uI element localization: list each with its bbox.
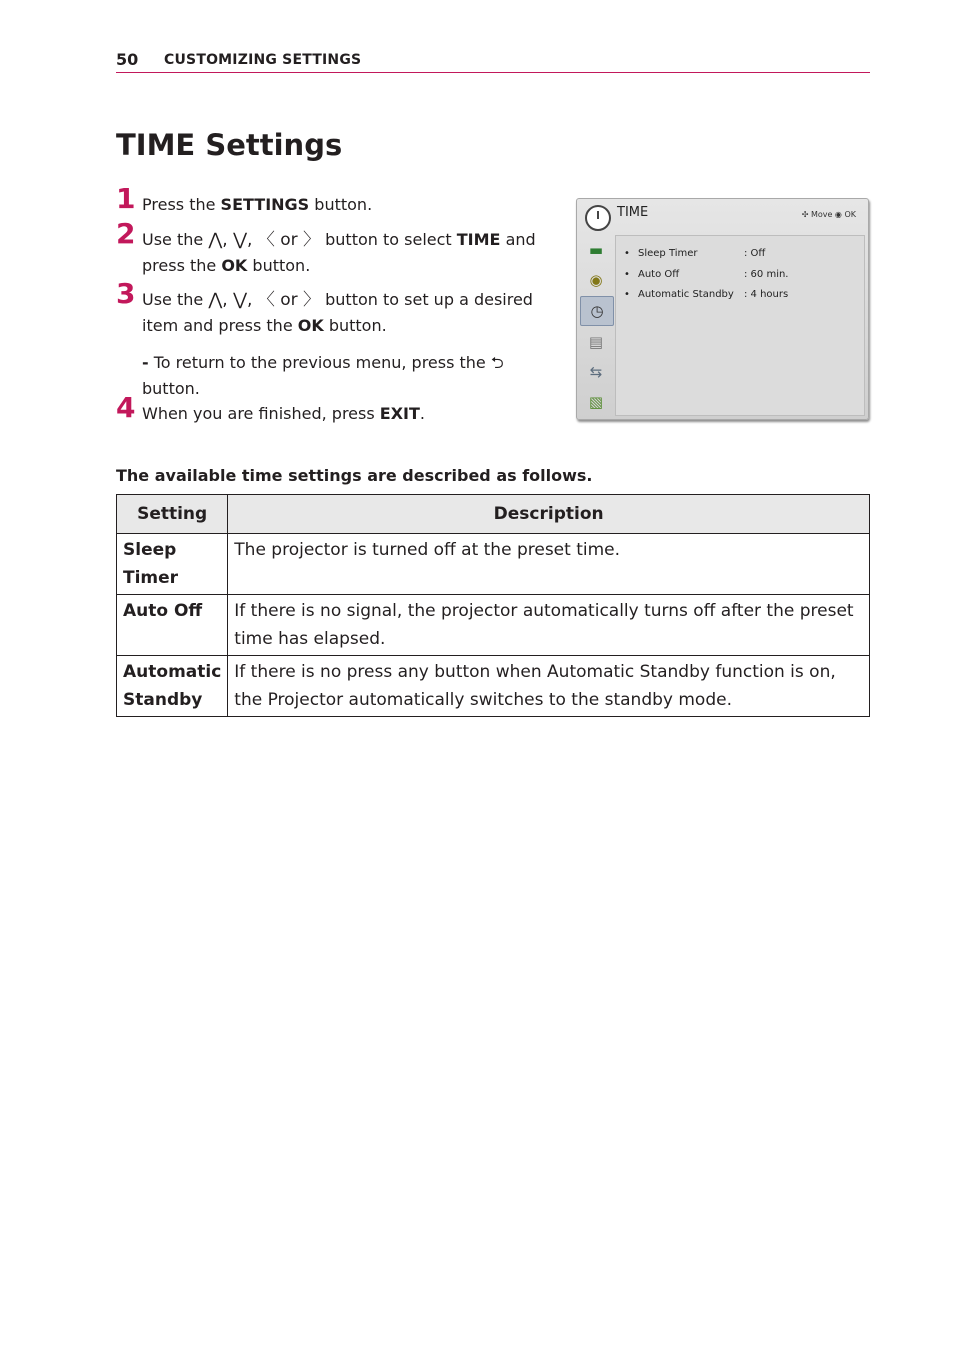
setting-description: If there is no signal, the projector automatically turns off after the preset time has elapsed. bbox=[228, 595, 870, 656]
arrow-keys-icon: ⋀, ⋁, 〈 or 〉 bbox=[208, 230, 321, 250]
step-bold: OK bbox=[221, 256, 248, 275]
audio-icon: ◉ bbox=[589, 271, 603, 289]
page-header bbox=[116, 48, 870, 73]
step-note bbox=[142, 350, 562, 402]
setting-description: The projector is turned off at the preset time. bbox=[228, 534, 870, 595]
osd-item: • Sleep Timer : Off bbox=[624, 248, 766, 259]
setting-name: Auto Off bbox=[117, 595, 228, 656]
move-icon: ✣ bbox=[801, 210, 811, 219]
table-row bbox=[117, 656, 870, 717]
picture-icon: ▬ bbox=[588, 241, 604, 259]
step-text: When you are finished, press bbox=[142, 404, 380, 423]
table-row bbox=[117, 534, 870, 595]
column-header: Description bbox=[228, 495, 870, 534]
osd-item-label: Auto Off bbox=[638, 269, 680, 280]
step-bold: EXIT bbox=[379, 404, 420, 423]
settings-table bbox=[116, 494, 870, 717]
step-text: button. bbox=[247, 256, 311, 275]
step-4 bbox=[116, 391, 568, 426]
osd-title: TIME bbox=[617, 205, 649, 220]
step-text: Use the bbox=[142, 230, 209, 249]
osd-item-label: Automatic Standby bbox=[638, 289, 734, 300]
note-text: button. bbox=[142, 379, 200, 398]
step-text: . bbox=[419, 404, 426, 423]
step-2 bbox=[116, 217, 568, 278]
step-number: 3 bbox=[116, 277, 136, 310]
setting-description: If there is no press any button when Automatic Standby function is on, the Projector automatically switches to the standby mode. bbox=[228, 656, 870, 717]
osd-item-value: : 4 hours bbox=[744, 289, 789, 300]
step-number: 2 bbox=[116, 217, 136, 250]
osd-menu-icons bbox=[580, 236, 614, 418]
input-icon: ⇆ bbox=[589, 363, 603, 381]
setting-name bbox=[117, 656, 228, 717]
step-number: 1 bbox=[116, 182, 136, 215]
osd-panel bbox=[615, 235, 865, 416]
osd-screenshot bbox=[576, 198, 869, 420]
note-text: To return to the previous menu, press the bbox=[148, 353, 491, 372]
arrow-keys-icon: ⋀, ⋁, 〈 or 〉 bbox=[208, 290, 321, 310]
time-icon: ◷ bbox=[580, 296, 614, 326]
column-header: Setting bbox=[117, 495, 228, 534]
step-3 bbox=[116, 277, 568, 338]
step-text: Use the bbox=[142, 290, 209, 309]
my-media-icon: ▧ bbox=[588, 393, 604, 411]
note-dash: - bbox=[142, 353, 149, 372]
back-icon: ⮌ bbox=[490, 353, 504, 372]
step-bold: TIME bbox=[456, 230, 501, 249]
setting-name bbox=[117, 534, 228, 595]
section-title: CUSTOMIZING SETTINGS bbox=[164, 52, 362, 68]
osd-item: • Auto Off : 60 min. bbox=[624, 269, 789, 280]
table-header-row bbox=[117, 495, 870, 534]
setting-name-line: Sleep bbox=[123, 540, 177, 560]
table-row bbox=[117, 595, 870, 656]
step-text: button. bbox=[323, 316, 387, 335]
setting-name-line: Standby bbox=[123, 690, 203, 710]
step-number: 4 bbox=[116, 391, 136, 424]
page-number: 50 bbox=[116, 50, 139, 69]
osd-item-value: : Off bbox=[744, 248, 766, 259]
page-title: TIME Settings bbox=[116, 128, 343, 162]
step-text: button to set up a desired item and press the bbox=[142, 290, 533, 335]
osd-item: • Automatic Standby : 4 hours bbox=[624, 289, 789, 300]
osd-item-label: Sleep Timer bbox=[638, 248, 698, 259]
setting-name-line: Automatic bbox=[123, 662, 222, 682]
osd-hint bbox=[802, 210, 856, 219]
osd-item-value: : 60 min. bbox=[744, 269, 789, 280]
step-text: and press the bbox=[142, 230, 536, 275]
osd-hint-text: Move ◉ OK bbox=[810, 210, 856, 219]
clock-icon bbox=[585, 205, 611, 231]
setting-name-line: Timer bbox=[123, 568, 179, 588]
table-caption: The available time settings are described as follows. bbox=[116, 466, 593, 485]
step-text: button to select bbox=[320, 230, 457, 249]
step-bold: SETTINGS bbox=[220, 195, 310, 214]
step-text: Press the bbox=[142, 195, 221, 214]
step-text: button. bbox=[309, 195, 373, 214]
options-icon: ▤ bbox=[588, 333, 604, 351]
step-1 bbox=[116, 182, 568, 217]
step-bold: OK bbox=[297, 316, 324, 335]
